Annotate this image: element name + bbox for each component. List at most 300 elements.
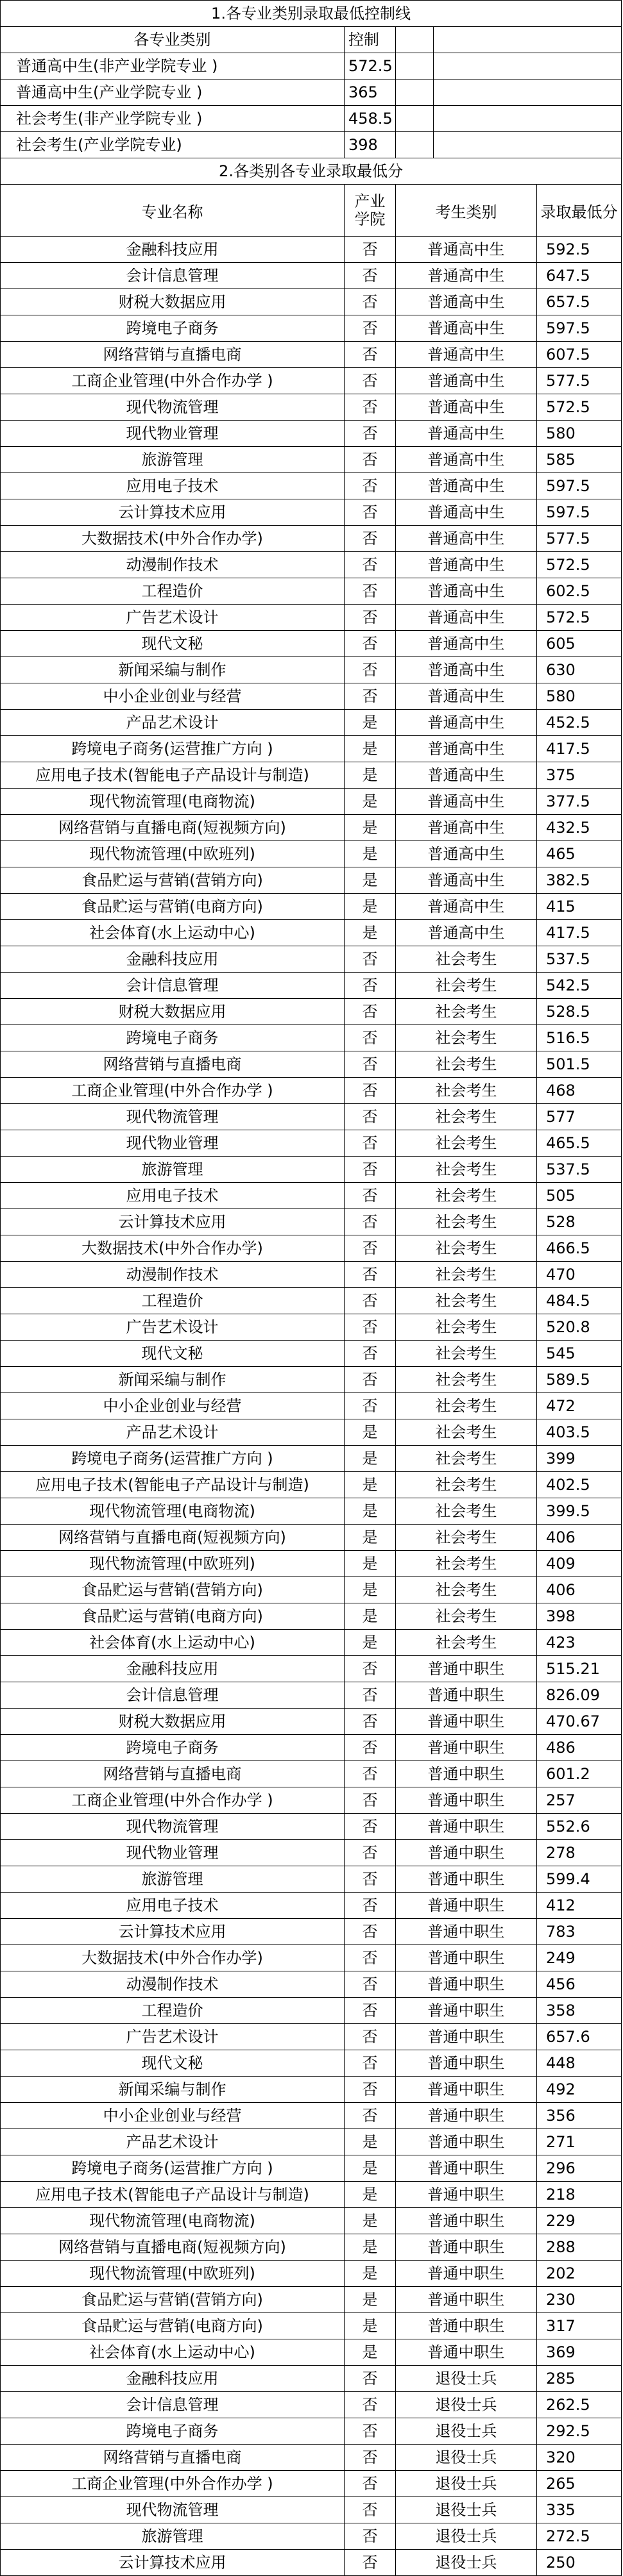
min-score-cell: 597.5 [546,503,590,521]
min-score-cell: 409 [546,1555,576,1573]
major-cell: 会计信息管理 [1,263,345,289]
min-score-cell: 657.6 [546,2028,590,2046]
table-row [1,1787,621,1814]
table-row [1,368,621,394]
min-score-cell: 456 [546,1975,576,1993]
student-type-cell: 社会考生 [396,1577,537,1603]
min-score-cell: 470.67 [546,1712,600,1730]
industry-college-cell: 否 [345,368,396,394]
table-row [1,946,621,973]
empty-cell [396,132,434,158]
table-row [1,237,621,263]
industry-college-cell: 是 [345,2234,396,2260]
student-type-cell: 普通中职生 [396,1945,537,1971]
major-cell: 网络营销与直播电商 [1,2445,345,2470]
student-type-cell: 社会考生 [396,1472,537,1498]
min-score-cell: 399 [546,1450,576,1468]
major-cell: 工商企业管理(中外合作办学 ) [1,368,345,394]
student-type-cell: 社会考生 [396,1288,537,1314]
major-cell: 跨境电子商务 [1,2418,345,2444]
min-score-cell: 202 [546,2264,576,2282]
control-value-cell: 572.5 [345,53,396,79]
student-type-cell: 普通高中生 [396,447,537,473]
major-cell: 跨境电子商务(运营推广方向 ) [1,736,345,762]
table-row [1,789,621,815]
header-industry-college [345,185,396,236]
table-row [1,2050,621,2077]
major-cell: 现代文秘 [1,1341,345,1366]
min-score-cell: 377.5 [546,792,590,810]
table-row [1,2208,621,2234]
min-score-cell: 580 [546,424,576,442]
table-row [1,1209,621,1235]
industry-college-cell: 否 [345,1157,396,1182]
empty-cell [434,106,621,131]
student-type-cell: 普通中职生 [396,1709,537,1734]
industry-college-cell: 是 [345,1419,396,1445]
student-type-cell: 社会考生 [396,946,537,972]
student-type-cell: 普通高中生 [396,920,537,946]
min-score-cell: 516.5 [546,1029,590,1047]
student-type-cell: 普通高中生 [396,394,537,420]
major-cell: 社会体育(水上运动中心) [1,920,345,946]
header-industry-line1: 产业 [354,192,386,210]
industry-college-cell: 是 [345,2129,396,2155]
student-type-cell: 普通中职生 [396,2208,537,2234]
min-score-cell: 250 [546,2554,576,2572]
table-row [1,578,621,605]
min-score-cell: 605 [546,635,576,653]
header-category: 各专业类别 [1,27,345,53]
min-score-cell: 230 [546,2291,576,2309]
industry-college-cell: 是 [345,2287,396,2313]
table-row [1,2024,621,2050]
category-cell: 普通高中生(非产业学院专业 ) [1,53,345,79]
industry-college-cell: 否 [345,394,396,420]
table-row [1,1735,621,1761]
empty-cell [434,79,621,105]
industry-college-cell: 否 [345,2103,396,2129]
min-score-cell: 417.5 [546,924,590,942]
industry-college-cell: 否 [345,657,396,683]
industry-college-cell: 是 [345,2182,396,2207]
min-score-cell: 382.5 [546,871,590,889]
table-row [1,2234,621,2261]
major-cell: 社会体育(水上运动中心) [1,2339,345,2365]
min-score-cell: 545 [546,1344,576,1362]
header-industry-line2: 学院 [354,210,386,228]
table-row [1,2103,621,2129]
major-cell: 现代物流管理 [1,2497,345,2523]
header-min-score: 录取最低分 [540,203,618,221]
industry-college-cell: 否 [345,973,396,998]
student-type-cell: 普通中职生 [396,2313,537,2339]
min-score-cell: 572.5 [546,608,590,626]
min-score-cell: 572.5 [546,556,590,574]
major-cell: 动漫制作技术 [1,1971,345,1997]
min-score-cell: 537.5 [546,950,590,968]
industry-college-cell: 否 [345,1130,396,1156]
major-cell: 云计算技术应用 [1,1209,345,1235]
header-control: 控制 [345,27,396,53]
student-type-cell: 普通高中生 [396,237,537,262]
table-row [1,1709,621,1735]
min-score-cell: 262.5 [546,2396,590,2414]
min-score-cell: 515.21 [546,1660,600,1678]
table-row [1,2339,621,2366]
table-row [1,999,621,1025]
student-type-cell: 社会考生 [396,1157,537,1182]
industry-college-cell: 否 [345,1078,396,1103]
major-cell: 工程造价 [1,578,345,604]
major-cell: 旅游管理 [1,1866,345,1892]
section1-title: 1.各专业类别录取最低控制线 [1,1,621,27]
student-type-cell: 退役士兵 [396,2523,537,2549]
student-type-cell: 普通高中生 [396,605,537,630]
industry-college-cell: 否 [345,1761,396,1787]
major-cell: 现代物流管理(中欧班列) [1,2261,345,2286]
student-type-cell: 普通中职生 [396,1893,537,1918]
min-score-cell: 592.5 [546,240,590,258]
industry-college-cell: 是 [345,841,396,867]
industry-college-cell: 否 [345,1709,396,1734]
table-row [1,920,621,946]
min-score-cell: 486 [546,1739,576,1757]
industry-college-cell: 否 [345,1945,396,1971]
student-type-cell: 普通中职生 [396,1761,537,1787]
student-type-cell: 社会考生 [396,1235,537,1261]
industry-college-cell: 否 [345,605,396,630]
industry-college-cell: 否 [345,2366,396,2391]
industry-college-cell: 否 [345,1209,396,1235]
industry-college-cell: 否 [345,1393,396,1419]
min-score-cell: 528.5 [546,1003,590,1021]
table-row [1,289,621,315]
min-score-cell: 412 [546,1896,576,1914]
student-type-cell: 普通高中生 [396,894,537,919]
student-type-cell: 普通中职生 [396,1787,537,1813]
industry-college-cell: 否 [345,526,396,551]
min-score-cell: 657.5 [546,293,590,311]
major-cell: 中小企业创业与经营 [1,683,345,709]
industry-college-cell: 否 [345,2471,396,2497]
min-score-cell: 278 [546,1844,576,1862]
major-cell: 大数据技术(中外合作办学) [1,1235,345,1261]
industry-college-cell: 否 [345,1314,396,1340]
student-type-cell: 普通高中生 [396,315,537,341]
table-row [1,1393,621,1419]
major-cell: 食品贮运与营销(电商方向) [1,2313,345,2339]
table-row [1,2287,621,2313]
min-score-cell: 501.5 [546,1055,590,1073]
student-type-cell: 普通中职生 [396,2339,537,2365]
student-type-cell: 普通中职生 [396,1866,537,1892]
min-score-cell: 317 [546,2317,576,2335]
table-row [1,1630,621,1656]
major-cell: 工程造价 [1,1288,345,1314]
industry-college-cell: 是 [345,815,396,841]
section1-table-body [1,53,621,158]
table-row [1,1262,621,1288]
major-cell: 食品贮运与营销(营销方向) [1,1577,345,1603]
table-row [1,315,621,342]
student-type-cell: 普通中职生 [396,1998,537,2023]
student-type-cell: 社会考生 [396,1446,537,1471]
student-type-cell: 普通高中生 [396,867,537,893]
industry-college-cell: 是 [345,867,396,893]
min-score-cell: 599.4 [546,1870,590,1888]
section1-header-row [1,27,621,53]
industry-college-cell: 否 [345,1235,396,1261]
control-line-row [1,132,621,158]
min-score-cell: 249 [546,1949,576,1967]
table-row [1,1682,621,1709]
major-cell: 应用电子技术(智能电子产品设计与制造) [1,762,345,788]
industry-college-cell: 是 [345,920,396,946]
table-row [1,1235,621,1262]
major-cell: 会计信息管理 [1,1682,345,1708]
table-row [1,1078,621,1104]
table-row [1,815,621,841]
table-row [1,710,621,736]
industry-college-cell: 否 [345,1288,396,1314]
header-major: 专业名称 [1,185,345,236]
industry-college-cell: 是 [345,762,396,788]
table-row [1,2392,621,2418]
student-type-cell: 普通高中生 [396,263,537,289]
table-row [1,1183,621,1209]
industry-college-cell: 是 [345,789,396,814]
min-score-cell: 406 [546,1581,576,1599]
table-row [1,1525,621,1551]
industry-college-cell: 否 [345,473,396,499]
min-score-cell: 470 [546,1266,576,1284]
major-cell: 财税大数据应用 [1,1709,345,1734]
student-type-cell: 普通高中生 [396,368,537,394]
industry-college-cell: 否 [345,342,396,367]
industry-college-cell: 是 [345,1446,396,1471]
table-row [1,683,621,710]
industry-college-cell: 否 [345,683,396,709]
min-score-cell: 423 [546,1634,576,1652]
major-cell: 现代物业管理 [1,421,345,446]
industry-college-cell: 否 [345,2550,396,2575]
major-cell: 现代物流管理(中欧班列) [1,841,345,867]
industry-college-cell: 否 [345,499,396,525]
major-cell: 广告艺术设计 [1,2024,345,2050]
major-cell: 财税大数据应用 [1,289,345,315]
table-row [1,2497,621,2523]
min-score-cell: 601.2 [546,1765,590,1783]
student-type-cell: 普通高中生 [396,473,537,499]
empty-cell [434,53,621,79]
industry-college-cell: 否 [345,552,396,578]
min-score-cell: 399.5 [546,1502,590,1520]
min-score-cell: 465 [546,845,576,863]
table-row [1,421,621,447]
min-score-cell: 335 [546,2501,576,2519]
header-student-type: 考生类别 [396,185,537,236]
student-type-cell: 普通中职生 [396,2103,537,2129]
control-value-cell: 458.5 [345,106,396,131]
student-type-cell: 社会考生 [396,1078,537,1103]
table-row [1,1840,621,1866]
control-line-row [1,106,621,132]
student-type-cell: 退役士兵 [396,2418,537,2444]
min-score-cell: 406 [546,1528,576,1546]
industry-college-cell: 是 [345,2313,396,2339]
student-type-cell: 普通中职生 [396,1814,537,1839]
student-type-cell: 普通中职生 [396,2182,537,2207]
min-score-cell: 647.5 [546,267,590,285]
major-cell: 现代物流管理(电商物流) [1,1498,345,1524]
industry-college-cell: 是 [345,2155,396,2181]
industry-college-cell: 否 [345,1183,396,1209]
table-row [1,1419,621,1446]
industry-college-cell: 否 [345,946,396,972]
student-type-cell: 社会考生 [396,1393,537,1419]
major-cell: 网络营销与直播电商 [1,1051,345,1077]
major-cell: 跨境电子商务(运营推广方向 ) [1,1446,345,1471]
student-type-cell: 普通中职生 [396,1735,537,1761]
table-row [1,2523,621,2550]
table-row [1,473,621,499]
min-score-cell: 505 [546,1187,576,1205]
industry-college-cell: 否 [345,1104,396,1130]
empty-cell [396,106,434,131]
student-type-cell: 普通高中生 [396,578,537,604]
min-score-cell: 218 [546,2186,576,2204]
student-type-cell: 普通中职生 [396,1682,537,1708]
min-score-cell: 577.5 [546,372,590,390]
table-row [1,1998,621,2024]
table-row [1,2550,621,2575]
major-cell: 应用电子技术 [1,473,345,499]
student-type-cell: 退役士兵 [396,2550,537,2575]
industry-college-cell: 否 [345,447,396,473]
industry-college-cell: 否 [345,315,396,341]
major-cell: 新闻采编与制作 [1,1367,345,1393]
student-type-cell: 普通高中生 [396,342,537,367]
table-row [1,867,621,894]
major-cell: 产品艺术设计 [1,1419,345,1445]
min-score-cell: 528 [546,1213,576,1231]
section2-title: 2.各类别各专业录取最低分 [1,158,621,185]
min-score-cell: 292.5 [546,2422,590,2440]
major-cell: 应用电子技术(智能电子产品设计与制造) [1,2182,345,2207]
student-type-cell: 普通中职生 [396,2050,537,2076]
table-row [1,1577,621,1603]
student-type-cell: 社会考生 [396,1498,537,1524]
student-type-cell: 社会考生 [396,1183,537,1209]
student-type-cell: 普通中职生 [396,1971,537,1997]
section2-header-row [1,185,621,237]
table-row [1,1919,621,1945]
min-score-cell: 358 [546,2002,576,2020]
major-cell: 网络营销与直播电商(短视频方向) [1,815,345,841]
min-score-cell: 492 [546,2080,576,2098]
industry-college-cell: 否 [345,421,396,446]
student-type-cell: 普通高中生 [396,421,537,446]
major-cell: 现代物业管理 [1,1840,345,1866]
major-cell: 旅游管理 [1,2523,345,2549]
table-row [1,1603,621,1630]
table-row [1,1814,621,1840]
table-row [1,1551,621,1577]
student-type-cell: 普通高中生 [396,710,537,735]
min-score-cell: 398 [546,1607,576,1625]
student-type-cell: 普通中职生 [396,2261,537,2286]
student-type-cell: 普通高中生 [396,499,537,525]
table-row [1,657,621,683]
industry-college-cell: 否 [345,1025,396,1051]
min-score-cell: 257 [546,1791,576,1809]
table-row [1,1446,621,1472]
major-cell: 现代物流管理 [1,1814,345,1839]
industry-college-cell: 否 [345,631,396,657]
table-row [1,762,621,789]
min-score-cell: 468 [546,1082,576,1100]
table-row [1,2155,621,2182]
industry-college-cell: 否 [345,1866,396,1892]
major-cell: 网络营销与直播电商 [1,1761,345,1787]
control-line-row [1,79,621,106]
industry-college-cell: 否 [345,999,396,1025]
table-row [1,1761,621,1787]
min-score-cell: 448 [546,2054,576,2072]
min-score-cell: 597.5 [546,477,590,495]
min-score-cell: 472 [546,1397,576,1415]
table-row [1,973,621,999]
major-cell: 金融科技应用 [1,237,345,262]
min-score-cell: 285 [546,2370,576,2388]
control-value-cell: 398 [345,132,396,158]
min-score-cell: 402.5 [546,1476,590,1494]
industry-college-cell: 否 [345,1840,396,1866]
major-cell: 跨境电子商务 [1,1025,345,1051]
student-type-cell: 社会考生 [396,1051,537,1077]
industry-college-cell: 否 [345,1998,396,2023]
student-type-cell: 社会考生 [396,1630,537,1655]
student-type-cell: 社会考生 [396,1130,537,1156]
table-row [1,1314,621,1341]
major-cell: 金融科技应用 [1,946,345,972]
empty-cell [434,132,621,158]
major-cell: 食品贮运与营销(电商方向) [1,1603,345,1629]
major-cell: 金融科技应用 [1,1656,345,1682]
table-row [1,1288,621,1314]
min-score-cell: 572.5 [546,398,590,416]
major-cell: 广告艺术设计 [1,1314,345,1340]
table-row [1,2129,621,2155]
major-cell: 云计算技术应用 [1,1919,345,1945]
table-row [1,1498,621,1525]
student-type-cell: 普通中职生 [396,1919,537,1945]
table-row [1,1472,621,1498]
table-row [1,894,621,920]
industry-college-cell: 否 [345,1893,396,1918]
student-type-cell: 普通高中生 [396,841,537,867]
student-type-cell: 社会考生 [396,1314,537,1340]
student-type-cell: 社会考生 [396,1104,537,1130]
min-score-cell: 552.6 [546,1818,590,1836]
table-row [1,841,621,867]
major-cell: 现代物业管理 [1,1130,345,1156]
header-empty-cell [434,27,621,53]
empty-cell [396,79,434,105]
industry-college-cell: 否 [345,1262,396,1287]
min-score-cell: 577.5 [546,530,590,548]
